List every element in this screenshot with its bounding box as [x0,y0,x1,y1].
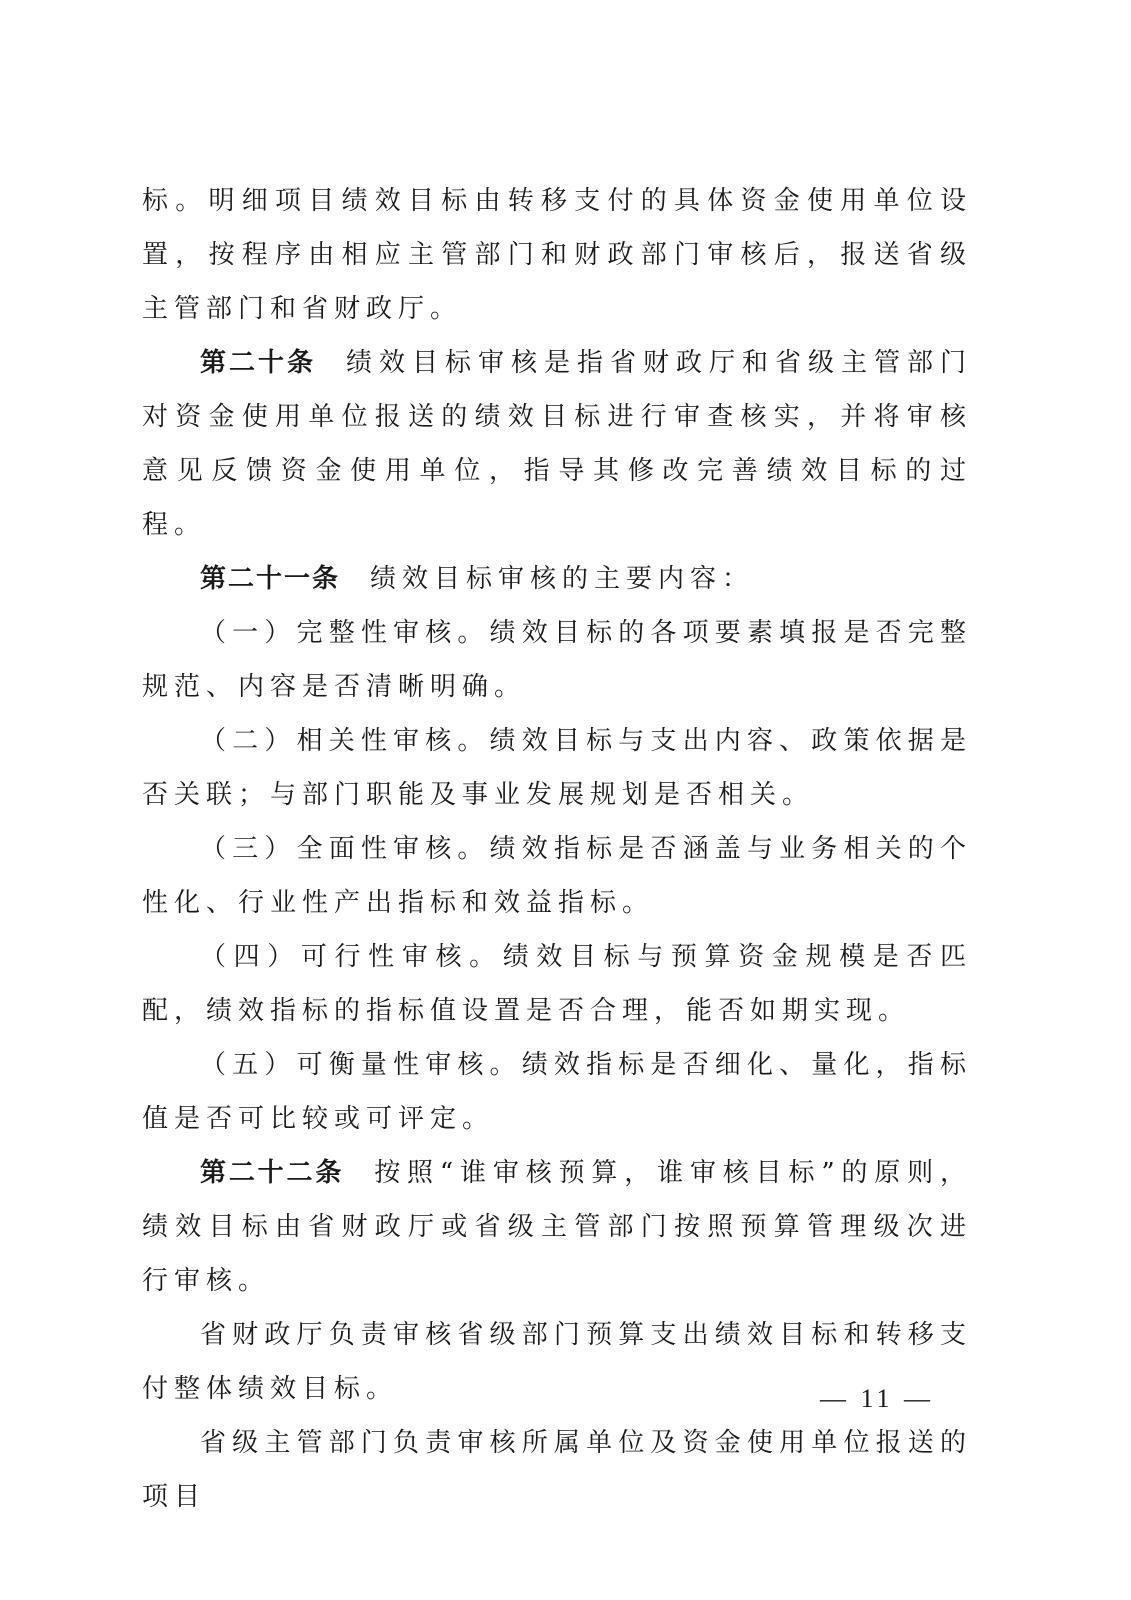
paragraph [142,1416,972,1524]
paragraph-text: （一）完整性审核。绩效目标的各项要素填报是否完整规范、内容是否清晰明确。 [142,618,972,702]
page-number: — 11 — [820,1384,935,1413]
paragraph-text: 按照“谁审核预算，谁审核目标”的原则，绩效目标由省财政厅或省级主管部门按照预算管理级次进行审核。 [142,1158,972,1296]
article-paragraph [142,1146,972,1308]
article-heading: 第二十条 [200,348,316,378]
paragraph-text: （二）相关性审核。绩效目标与支出内容、政策依据是否关联；与部门职能及事业发展规划是否相关。 [142,726,972,810]
article-paragraph [142,552,972,606]
list-item-paragraph [142,822,972,930]
paragraph [142,174,972,336]
article-paragraph [142,336,972,552]
list-item-paragraph [142,606,972,714]
article-heading: 第二十一条 [200,564,341,594]
paragraph-text: （四）可行性审核。绩效目标与预算资金规模是否匹配，绩效指标的指标值设置是否合理，能否如期实现。 [142,942,972,1026]
paragraph-text: 省级主管部门负责审核所属单位及资金使用单位报送的项目 [142,1428,972,1512]
list-item-paragraph [142,930,972,1038]
paragraph-text: 绩效目标审核是指省财政厅和省级主管部门对资金使用单位报送的绩效目标进行审查核实，并将审核意见反馈资金使用单位，指导其修改完善绩效目标的过程。 [142,348,972,540]
paragraph-text: （五）可衡量性审核。绩效指标是否细化、量化，指标值是否可比较或可评定。 [142,1050,972,1134]
list-item-paragraph [142,714,972,822]
paragraph-text: 绩效目标审核的主要内容： [370,564,755,594]
document-body [142,174,972,1524]
paragraph-text: （三）全面性审核。绩效指标是否涵盖与业务相关的个性化、行业性产出指标和效益指标。 [142,834,972,918]
paragraph-text: 标。明细项目绩效目标由转移支付的具体资金使用单位设置，按程序由相应主管部门和财政部门审核后，报送省级主管部门和省财政厅。 [142,186,972,324]
paragraph-text: 省财政厅负责审核省级部门预算支出绩效目标和转移支付整体绩效目标。 [142,1320,972,1404]
article-heading: 第二十二条 [200,1158,345,1188]
list-item-paragraph [142,1038,972,1146]
